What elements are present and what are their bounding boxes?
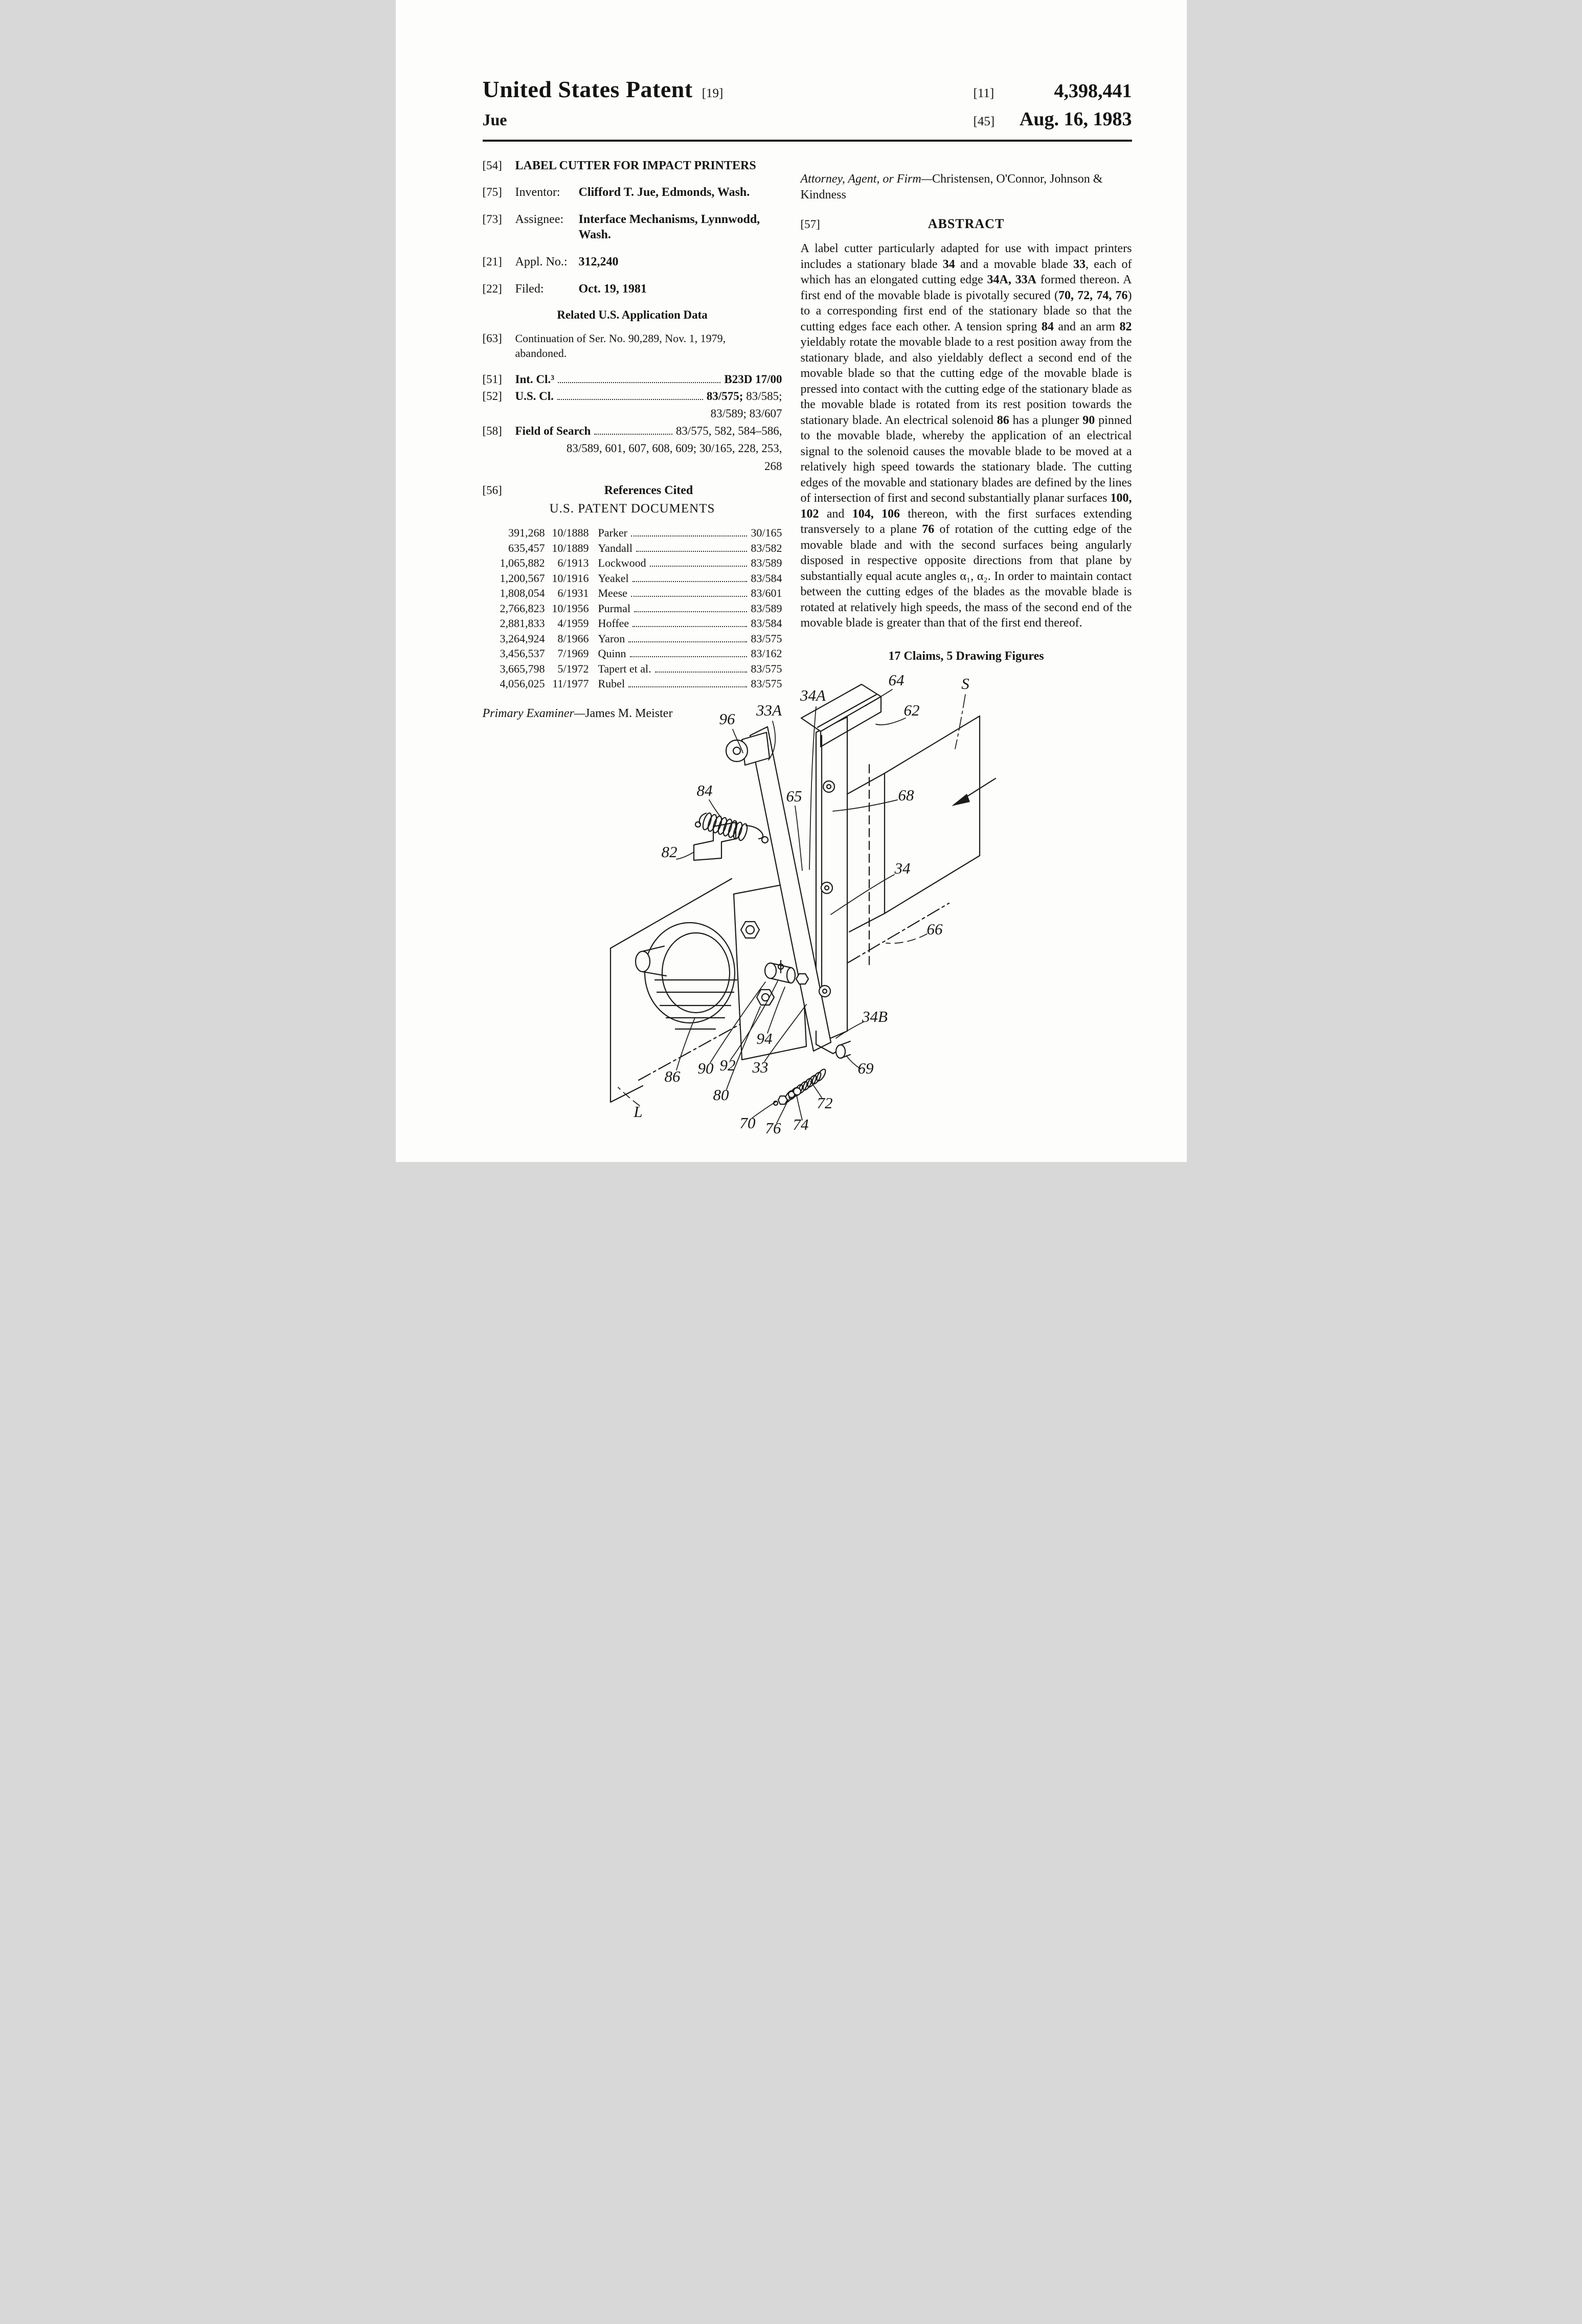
figure-label-65: 65 — [786, 787, 802, 805]
ref-number: 4,056,025 — [500, 677, 545, 690]
us-patent-documents-heading: U.S. PATENT DOCUMENTS — [549, 502, 715, 516]
ref-inventor: Lockwood — [598, 556, 646, 569]
figure-label-74: 74 — [793, 1115, 808, 1133]
field-21-application — [483, 254, 782, 270]
int-cl-body — [515, 373, 782, 386]
figure-label-34A: 34A — [800, 686, 826, 704]
masthead-left — [483, 76, 724, 103]
ref-date: 6/1913 — [557, 556, 589, 569]
appl-label: Appl. No.: — [515, 255, 568, 269]
appl-value: 312,240 — [578, 255, 619, 269]
ref-date: 11/1977 — [552, 677, 589, 690]
ref-class: 83/584 — [751, 571, 782, 585]
field-51-int-cl — [483, 373, 782, 386]
field-54-title — [483, 159, 782, 173]
ref-inventor: Rubel — [598, 677, 625, 690]
pivot-pin — [726, 732, 770, 765]
field-code: [56] — [482, 484, 502, 497]
masthead-kind-code: [19] — [702, 86, 724, 100]
related-data-heading: Related U.S. Application Data — [557, 308, 708, 321]
table-row — [483, 525, 782, 541]
ref-number: 1,065,882 — [500, 556, 545, 569]
issue-date-bracket: [45] — [973, 115, 995, 128]
field-code: [73] — [482, 213, 502, 226]
ref-number: 1,808,054 — [500, 587, 545, 599]
field-code: [63] — [482, 332, 502, 345]
ref-class: 83/589 — [751, 601, 782, 615]
masthead-title: United States Patent — [482, 76, 693, 102]
figure-label-33: 33 — [752, 1058, 768, 1076]
ref-class: 83/575 — [751, 662, 782, 675]
primary-examiner-name: James M. Meister — [585, 706, 673, 720]
ref-number: 3,665,798 — [500, 662, 545, 675]
continuation-text: Continuation of Ser. No. 90,289, Nov. 1, 1979, abandoned. — [515, 332, 726, 360]
dot-leader — [632, 574, 748, 582]
patent-number-block — [974, 80, 1132, 102]
figure-label-84: 84 — [696, 781, 712, 799]
us-cl-value-secondary: 83/585; — [743, 390, 782, 403]
search-label: Field of Search — [515, 424, 591, 437]
search-value-line3: 268 — [764, 460, 782, 473]
patent-number-bracket: [11] — [973, 86, 995, 100]
figure-label-64: 64 — [888, 671, 904, 689]
patent-figure — [562, 639, 1150, 1151]
figure-label-33A: 33A — [756, 701, 782, 719]
table-row — [483, 601, 782, 616]
ref-inventor: Hoffee — [598, 617, 629, 630]
table-row — [483, 616, 782, 631]
abstract-heading-row — [801, 216, 1132, 232]
ref-number: 1,200,567 — [500, 571, 545, 585]
ref-class: 83/601 — [751, 587, 782, 599]
figure-label-90: 90 — [697, 1059, 713, 1077]
us-cl-value-primary: 83/575; — [706, 390, 743, 403]
inventor-label: Inventor: — [515, 186, 560, 199]
figure-label-62: 62 — [903, 701, 919, 719]
filed-value: Oct. 19, 1981 — [578, 282, 647, 296]
invention-title: LABEL CUTTER FOR IMPACT PRINTERS — [515, 159, 756, 172]
masthead-row-2 — [483, 108, 1132, 130]
ref-class: 83/584 — [751, 617, 782, 630]
solenoid — [636, 923, 737, 1029]
figure-label-L: L — [633, 1103, 643, 1121]
assignee-label: Assignee: — [515, 213, 564, 226]
figure-label-80: 80 — [713, 1086, 729, 1104]
inventor-value: Clifford T. Jue, Edmonds, Wash. — [578, 186, 750, 199]
attorney-line — [801, 171, 1132, 203]
int-cl-label: Int. Cl.³ — [515, 373, 555, 386]
field-22-filed — [483, 281, 782, 297]
ref-class: 83/589 — [751, 556, 782, 569]
us-cl-label: U.S. Cl. — [515, 390, 554, 403]
figure-label-82: 82 — [661, 843, 677, 861]
ref-number: 391,268 — [508, 526, 545, 539]
references-heading: References Cited — [604, 484, 693, 497]
abstract-heading: ABSTRACT — [928, 216, 1005, 231]
field-code: [54] — [482, 159, 502, 172]
us-cl-value-line2: 83/589; 83/607 — [710, 407, 782, 420]
ref-inventor: Yeakel — [598, 571, 629, 585]
ref-class: 83/162 — [751, 647, 782, 660]
table-row — [483, 571, 782, 586]
inventor-surname: Jue — [482, 110, 507, 129]
figure-label-96: 96 — [719, 710, 735, 728]
ref-class: 30/165 — [751, 526, 782, 539]
ref-number: 3,456,537 — [500, 647, 545, 660]
ref-date: 10/1888 — [552, 526, 589, 539]
field-52-us-cl — [483, 390, 782, 403]
ref-date: 4/1959 — [557, 617, 589, 630]
patent-number: 4,398,441 — [1054, 80, 1132, 102]
field-73-assignee — [483, 212, 782, 242]
dot-leader — [650, 558, 748, 567]
filed-label: Filed: — [515, 282, 544, 296]
ref-date: 8/1966 — [557, 632, 589, 645]
field-code: [22] — [482, 282, 502, 295]
figure-label-92: 92 — [719, 1056, 735, 1074]
ref-date: 5/1972 — [557, 662, 589, 675]
dot-leader — [634, 604, 747, 612]
ref-number: 635,457 — [508, 541, 545, 554]
field-75-inventor — [483, 185, 782, 200]
figure-label-34B: 34B — [862, 1008, 888, 1025]
field-56-references — [483, 484, 782, 498]
figure-label-68: 68 — [898, 786, 914, 804]
int-cl-value: B23D 17/00 — [724, 373, 782, 386]
ref-date: 10/1889 — [552, 541, 589, 554]
search-body — [515, 424, 782, 438]
field-58-search — [483, 424, 782, 438]
figure-label-94: 94 — [756, 1030, 772, 1047]
patent-front-page — [396, 0, 1187, 1162]
dot-leader — [636, 544, 747, 552]
ref-date: 7/1969 — [557, 647, 589, 660]
attorney-label: Attorney, Agent, or Firm— — [800, 172, 933, 186]
ref-inventor: Purmal — [598, 601, 631, 615]
ref-number: 3,264,924 — [500, 632, 545, 645]
field-code: [51] — [482, 373, 502, 386]
ref-date: 6/1931 — [557, 587, 589, 599]
ref-inventor: Yandall — [598, 541, 632, 554]
assignee-value: Interface Mechanisms, Lynnwodd, Wash. — [578, 213, 760, 241]
dot-leader — [557, 392, 703, 400]
dot-leader — [558, 375, 720, 383]
field-code: [57] — [800, 218, 820, 231]
ref-inventor: Meese — [598, 587, 627, 599]
ref-class: 83/575 — [751, 677, 782, 690]
table-row — [483, 586, 782, 601]
field-code: [75] — [482, 186, 502, 198]
ref-number: 2,766,823 — [500, 601, 545, 615]
dot-leader — [631, 589, 747, 597]
ref-class: 83/575 — [751, 632, 782, 645]
claims-figures-line: 17 Claims, 5 Drawing Figures — [888, 649, 1044, 663]
figure-label-S: S — [961, 675, 969, 692]
us-cl-body — [515, 390, 782, 403]
ref-date: 10/1916 — [552, 571, 589, 585]
ref-date: 10/1956 — [552, 601, 589, 615]
figure-label-72: 72 — [817, 1094, 832, 1112]
field-code: [21] — [482, 255, 502, 268]
field-code: [58] — [482, 424, 502, 437]
table-row — [483, 555, 782, 571]
ref-number: 2,881,833 — [500, 617, 545, 630]
primary-examiner-label: Primary Examiner— — [482, 706, 585, 720]
ref-class: 83/582 — [751, 541, 782, 554]
masthead-row — [483, 76, 1132, 103]
figure-label-69: 69 — [857, 1059, 873, 1077]
search-value-line2: 83/589, 601, 607, 608, 609; 30/165, 228, 253, — [566, 442, 782, 455]
ref-inventor: Tapert et al. — [598, 662, 651, 675]
header — [396, 0, 1187, 142]
field-code: [52] — [482, 390, 502, 403]
field-63-continuation — [483, 331, 782, 361]
search-value-line1: 83/575, 582, 584–586, — [675, 424, 782, 437]
dot-leader — [594, 427, 672, 435]
issue-date: Aug. 16, 1983 — [1019, 108, 1132, 130]
figure-label-34: 34 — [894, 859, 910, 877]
ref-inventor: Parker — [598, 526, 627, 539]
table-row — [483, 541, 782, 556]
figure-label-76: 76 — [765, 1119, 781, 1137]
attorney-name: Christensen, O'Connor, Johnson & Kindness — [800, 172, 1103, 202]
issue-date-block — [974, 108, 1132, 130]
abstract-text: A label cutter particularly adapted for use with impact printers includes a stationary blade 34 and a movable blade 33, each of which has an elongated cutting edge 34A, 33A formed thereon. A first end of the movable blade is pivotally secured (70, 72, 74, 76) to a corresponding first end of the stationary blade so that the cutting edges face each other. A tension spring 84 and an arm 82 yieldably rotate the movable blade to a rest position away from the stationary blade, and also yieldably deflect a second end of the movable blade so that the cutting edge of the movable blade is pressed into contact with the cutting edge of the stationary blade as the movable blade is rotated from its rest position towards the stationary blade. An electrical solenoid 86 has a plunger 90 pinned to the movable blade, whereby the application of an electrical signal to the solenoid causes the movable blade to be moved at a relatively high speed towards the stationary blade. The cutting edges of the movable and stationary blades are defined by the lines of intersection of first and second substantially planar surfaces 100, 102 and 104, 106 thereon, with the first surfaces extending transversely to a plane 76 of rotation of the cutting edge of the movable blade and with the second surfaces being angularly disposed in respective opposite directions from that plane by substantially equal acute angles α₁, α₂. In order to maintain contact between the cutting edges of the blades as the movable blade is rotated at relatively high speeds, the mass of the second end of the movable blade is greater than that of the first end thereof. — [800, 242, 1132, 630]
ref-inventor: Quinn — [598, 647, 626, 660]
dot-leader — [631, 528, 747, 537]
figure-label-66: 66 — [926, 920, 942, 938]
ref-inventor: Yaron — [598, 632, 625, 645]
figure-label-70: 70 — [739, 1114, 755, 1132]
figure-label-86: 86 — [664, 1067, 680, 1085]
dot-leader — [632, 619, 747, 627]
